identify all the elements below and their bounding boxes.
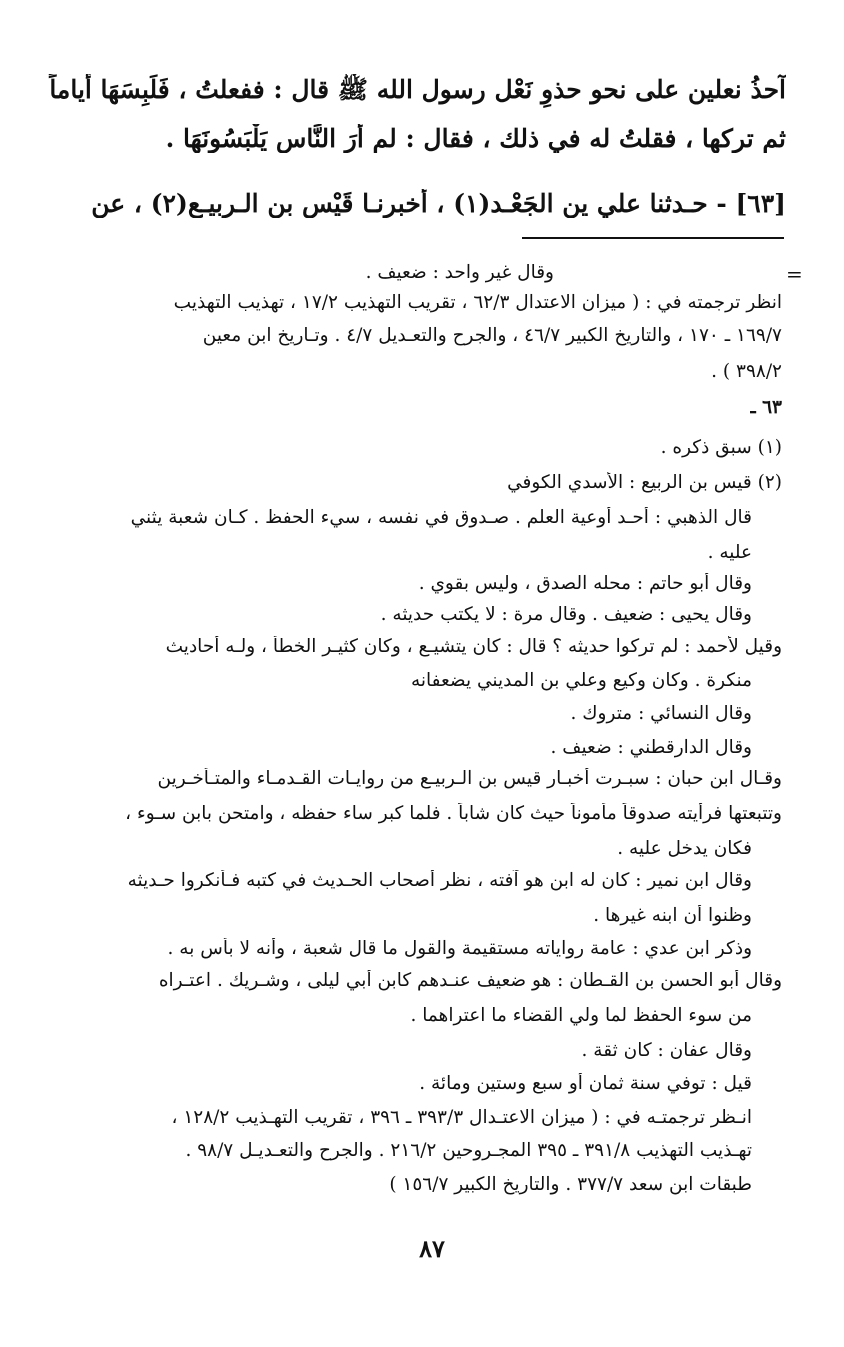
page-number: ٨٧ xyxy=(419,1234,445,1263)
footnote-line: تهـذيب التهذيب ٣٩١/٨ ـ ٣٩٥ المجـروحين ٢١٦/٢ . والجرح والتعـديـل ٩٨/٧ . xyxy=(185,1140,752,1161)
footnote-line: وقال النسائي : متروك . xyxy=(570,703,752,724)
footnote-line: وقيل لأحمد : لم تركوا حديثه ؟ قال : كان يتشيـع ، وكان كثيـر الخطأ ، ولـه أحاديث xyxy=(165,636,782,657)
footnote-line: انـظر ترجمتـه في : ( ميزان الاعتـدال ٣٩٣/٣ ـ ٣٩٦ ، تقريب التهـذيب ١٢٨/٢ ، xyxy=(171,1107,752,1128)
footnote-line: وقال ابن نمير : كان له ابن هو آفته ، نظر أصحاب الحـديث في كتبه فـأنكروا حـديثه xyxy=(127,870,752,891)
footnote-line: طبقات ابن سعد ٣٧٧/٧ . والتاريخ الكبير ١٥٦/٧ ) xyxy=(389,1174,752,1195)
footnote-line: وظنوا أن ابنه غيرها . xyxy=(593,905,752,926)
footnote-separator xyxy=(522,237,784,239)
footnote-line: منكرة . وكان وكيع وعلي بن المديني يضعفانه xyxy=(410,670,752,691)
footnote-line: قيل : توفي سنة ثمان أو سبع وستين ومائة . xyxy=(419,1073,752,1094)
footnote-line: عليه . xyxy=(707,542,752,563)
hadith-63-line: [٦٣] - حـدثنا علي ين الجَعْـد(١) ، أخبرنـا قَيْس بن الـربيـع(٢) ، عن xyxy=(91,189,786,218)
footnote-line: وقال الدارقطني : ضعيف . xyxy=(550,737,752,758)
footnote-line: ٣٩٨/٢ ) . xyxy=(711,361,782,382)
main-text-line-1: آحذُ نعلين على نحو حذوِ نَعْل رسول الله ﷺ قال : ففعلتُ ، فَلَبِسَهَا أياماً xyxy=(49,75,786,104)
footnote-line: وقال أبو الحسن بن القـطان : هو ضعيف عنـدهم كابن أبي ليلى ، وشـريك . اعتـراه xyxy=(158,970,782,991)
footnote-line: وقال غير واحد : ضعيف . xyxy=(365,262,554,283)
footnote-line: وقـال ابن حبان : سبـرت أخبـار قيس بن الـربيـع من روايـات القـدمـاء والمتـأخـرين xyxy=(157,768,782,789)
footnote-line: قال الذهبي : أحـد أوعية العلم . صـدوق في نفسه ، سيء الحفظ . كـان شعبة يثني xyxy=(130,507,752,528)
footnote-line: انظر ترجمته في : ( ميزان الاعتدال ٦٢/٣ ، تقريب التهذيب ١٧/٢ ، تهذيب التهذيب xyxy=(173,292,782,313)
footnote-line: وقال عفان : كان ثقة . xyxy=(581,1040,752,1061)
footnote-line: وتتبعتها فرأيته صدوقاً مأموناً حيث كان شاباً . فلما كبر ساء حفظه ، وامتحن بابن سـوء ، xyxy=(125,803,782,824)
footnote-line: وذكر ابن عدي : عامة رواياته مستقيمة والقول ما قال شعبة ، وأنه لا بأس به . xyxy=(167,938,752,959)
footnote-line: من سوء الحفظ لما ولي القضاء ما اعتراهما . xyxy=(410,1005,752,1026)
footnote-line: ١٦٩/٧ ـ ١٧٠ ، والتاريخ الكبير ٤٦/٧ ، والجرح والتعـديل ٤/٧ . وتـاريخ ابن معين xyxy=(202,325,782,346)
footnote-line: فكان يدخل عليه . xyxy=(617,838,752,859)
main-text-line-2: ثم تركها ، فقلتُ له في ذلك ، فقال : لم أرَ النَّاس يَلْبَسُونَهَا . xyxy=(165,124,786,153)
continuation-mark: = xyxy=(786,262,803,286)
footnote-line: (١) سبق ذكره . xyxy=(660,437,782,458)
footnote-line: وقال أبو حاتم : محله الصدق ، وليس بقوي . xyxy=(418,573,752,594)
footnote-line: وقال يحيى : ضعيف . وقال مرة : لا يكتب حديثه . xyxy=(380,604,752,625)
footnote-section-heading: ٦٣ ـ xyxy=(750,397,782,418)
footnote-line: (٢) قيس بن الربيع : الأسدي الكوفي xyxy=(507,472,782,493)
